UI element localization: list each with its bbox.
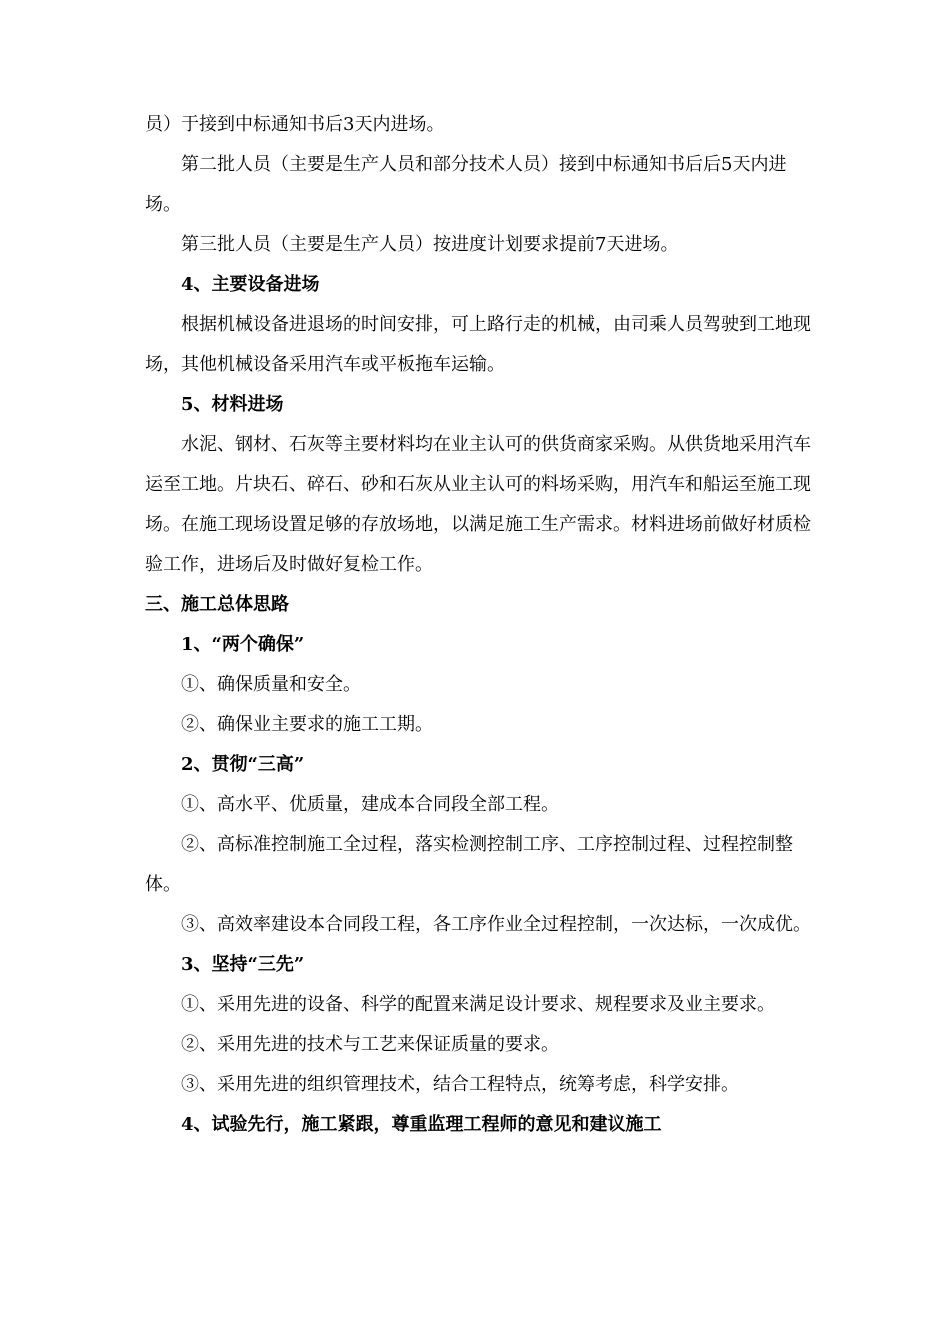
list-item: ②、高标准控制施工全过程，落实检测控制工序、工序控制过程、过程控制整体。 — [145, 834, 793, 895]
heading-three-firsts: 3、坚持“三先” — [181, 954, 305, 975]
paragraph-second-batch: 第二批人员（主要是生产人员和部分技术人员）接到中标通知书后后5天内进场。 — [145, 154, 787, 215]
list-item: ③、高效率建设本合同段工程，各工序作业全过程控制，一次达标，一次成优。 — [181, 914, 811, 935]
heading-equipment-entry: 4、主要设备进场 — [181, 274, 320, 295]
paragraph-third-batch: 第三批人员（主要是生产人员）按进度计划要求提前7天进场。 — [181, 234, 679, 255]
list-item: ①、采用先进的设备、科学的配置来满足设计要求、规程要求及业主要求。 — [181, 994, 775, 1015]
section-heading-overall-approach: 三、施工总体思路 — [145, 594, 289, 615]
heading-test-first: 4、试验先行，施工紧跟，尊重监理工程师的意见和建议施工 — [181, 1114, 662, 1135]
heading-three-highs: 2、贯彻“三高” — [181, 754, 305, 775]
paragraph-continued-first-batch: 员）于接到中标通知书后3天内进场。 — [145, 114, 445, 135]
document-body — [145, 105, 820, 1145]
paragraph-equipment-entry: 根据机械设备进退场的时间安排，可上路行走的机械，由司乘人员驾驶到工地现场，其他机械设备采用汽车或平板拖车运输。 — [145, 314, 811, 375]
list-item: ②、确保业主要求的施工工期。 — [181, 714, 433, 735]
list-item: ①、高水平、优质量，建成本合同段全部工程。 — [181, 794, 559, 815]
list-item: ①、确保质量和安全。 — [181, 674, 361, 695]
heading-two-guarantees: 1、“两个确保” — [181, 634, 305, 655]
list-item: ③、采用先进的组织管理技术，结合工程特点，统筹考虑，科学安排。 — [181, 1074, 739, 1095]
list-item: ②、采用先进的技术与工艺来保证质量的要求。 — [181, 1034, 559, 1055]
heading-material-entry: 5、材料进场 — [181, 394, 284, 415]
paragraph-material-entry: 水泥、钢材、石灰等主要材料均在业主认可的供货商家采购。从供货地采用汽车运至工地。片块石、碎石、砂和石灰从业主认可的料场采购，用汽车和船运至施工现场。在施工现场设置足够的存放场地，以满足施工生产需求。材料进场前做好材质检验工作，进场后及时做好复检工作。 — [145, 434, 811, 575]
